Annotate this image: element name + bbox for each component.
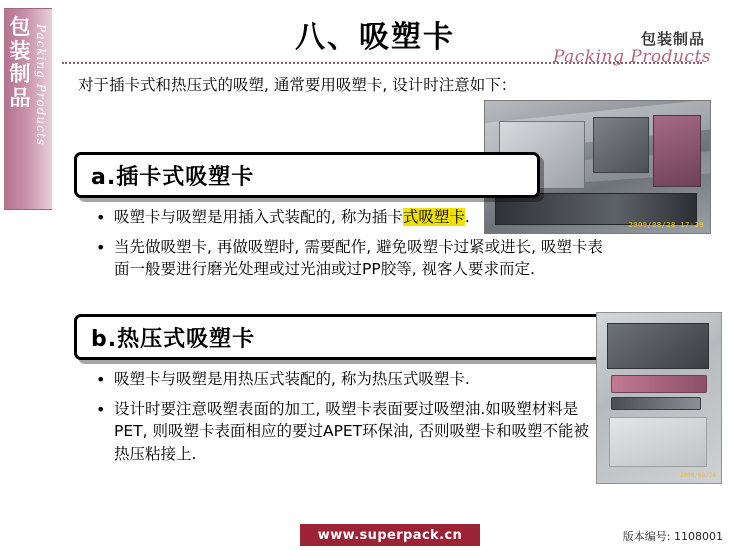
list-item: • 设计时要注意吸塑表面的加工, 吸塑卡表面要过吸塑油.如吸塑材料是PET, 则吸塑卡表面相应的要过APET环保油, 否则吸塑卡和吸塑不能被热压粘接上.: [92, 398, 602, 466]
intro-paragraph: 对于插卡式和热压式的吸塑, 通常要用吸塑卡, 设计时注意如下：: [78, 76, 517, 94]
section-heading-b: [74, 314, 606, 360]
list-item: • 吸塑卡与吸塑是用插入式装配的, 称为插卡式吸塑卡.: [92, 206, 612, 229]
section-heading-a-label: a.插卡式吸塑卡: [91, 164, 255, 190]
list-item: • 当先做吸塑卡, 再做吸塑时, 需要配作, 避免吸塑卡过紧或进长, 吸塑卡表面一般要进行磨光处理或过光油或过PP胶等, 视客人要求而定.: [92, 236, 612, 281]
bottom-spacer: [0, 546, 733, 550]
bullet-list-b: [92, 368, 602, 473]
product-photo-bottom: [596, 312, 722, 484]
version-number: 版本编号: 1108001: [622, 530, 723, 543]
photo-object-dark-tray: [607, 323, 709, 369]
photo-object-grey-bar: [611, 397, 701, 410]
left-banner-script-text: Packing Products: [34, 24, 48, 146]
section-heading-a: [74, 152, 540, 198]
photo-timestamp: 2009/08/28 17:39: [628, 221, 704, 229]
page-title: 八、吸塑卡: [295, 20, 455, 55]
photo-object-dark-box: [593, 117, 649, 173]
left-vertical-banner: [0, 0, 56, 550]
list-item: • 吸塑卡与吸塑是用热压式装配的, 称为热压式吸塑卡.: [92, 368, 602, 391]
footer-url-bar[interactable]: [300, 524, 480, 546]
photo-object-clear-blister: [609, 417, 707, 467]
brand-name-cn: 包装制品: [640, 30, 705, 48]
section-heading-b-label: b.热压式吸塑卡: [91, 326, 256, 352]
left-banner-title: 包装制品: [9, 15, 31, 110]
footer-url-label: www.superpack.cn: [317, 527, 463, 543]
bullet-list-a: [92, 206, 612, 288]
brand-name-en: Packing Products: [552, 47, 711, 67]
photo-timestamp: 2009/08/28: [679, 472, 716, 479]
photo-object-pink-card: [653, 115, 701, 187]
photo-object-pink-tube: [611, 375, 707, 393]
title-divider: [62, 62, 702, 64]
